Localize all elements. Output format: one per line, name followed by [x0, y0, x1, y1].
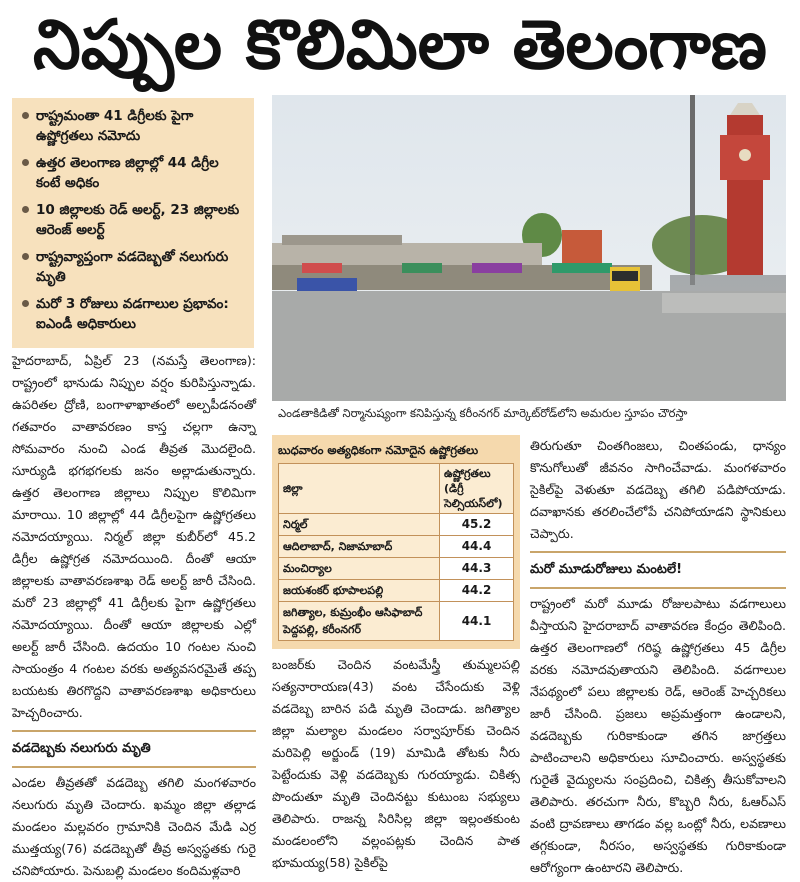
table-title: బుధవారం అత్యధికంగా నమోదైన ఉష్ణోగ్రతలు [278, 443, 479, 457]
highlights-list [20, 106, 246, 334]
article-paragraph: ఎండల తీవ్రతతో వడదెబ్బ తగిలి మంగళవారం నలుగురు మృతి చెందారు. ఖమ్మం జిల్లా తల్లాడ మండలం మల్లవరం గ్రామానికి చెందిన మేడి ఎర్ర ముత్తయ్య(76) వడదెబ్బతో తీవ్ర అస్వస్థతకు గురై చనిపోయారు. పెనుబల్లి మండలం కందిమళ్లవారి [12, 775, 256, 878]
temperature-table-box [272, 435, 520, 649]
district-cell: మంచిర్యాల [279, 558, 440, 580]
article-column-1 [12, 350, 256, 882]
table-row [279, 580, 514, 602]
news-photo [272, 95, 786, 401]
photo-caption: ఎండతాకిడితో నిర్మానుష్యంగా కనిపిస్తున్న కరీంనగర్ మార్కెట్‌రోడ్‌లోని అమరుల స్తూపం చౌరస్తా [272, 401, 786, 425]
section-divider [530, 551, 786, 553]
highlight-item: ఉత్తర తెలంగాణ జిల్లాల్లో 44 డిగ్రీల కంటే అధికం [20, 153, 246, 193]
highlight-item: మరో 3 రోజులు వడగాలుల ప్రభావం: ఐఎండీ అధికారులు [20, 294, 246, 334]
section-divider [12, 730, 256, 732]
highlight-item: రాష్ట్రమంతా 41 డిగ్రీలకు పైగా ఉష్ణోగ్రతలు నమోదు [20, 106, 246, 146]
highlight-item: రాష్ట్రవ్యాప్తంగా వడదెబ్బతో నలుగురు మృతి [20, 247, 246, 287]
temperature-table [278, 463, 514, 641]
subheading: మరో మూడురోజులు మంటలే! [530, 562, 683, 577]
table-row [279, 514, 514, 536]
article-column-2 [272, 654, 520, 874]
district-cell: జగిత్యాల, కుమ్రంభీం ఆసిఫాబాద్ పెద్దపల్లి, కరీంనగర్ [279, 602, 440, 641]
table-row [279, 536, 514, 558]
district-cell: ఆదిలాబాద్, నిజామాబాద్ [279, 536, 440, 558]
district-cell: నిర్మల్ [279, 514, 440, 536]
table-header-row [279, 464, 514, 514]
table-row [279, 602, 514, 641]
temperature-cell: 44.3 [440, 558, 514, 580]
article-paragraph: రాష్ట్రంలో మరో మూడు రోజులపాటు వడగాలులు వీస్తాయని హైదరాబాద్ వాతావరణ కేంద్రం తెలిపింది. ఉత్తర తెలంగాణలో గరిష్ఠ ఉష్ణోగ్రతలు 45 డిగ్రీల వరకు నమోదవుతాయని తెలిపింది. వడగాలుల నేపథ్యంలో పలు జిల్లాలకు రెడ్, ఆరెంజ్ హెచ్చరికలు జారీ చేసింది. ప్రజలు అప్రమత్తంగా ఉండాలని, వడదెబ్బకు గురికాకుండా తగిన జాగ్రత్తలు పాటించాలని అధికారులు సూచించారు. అస్వస్థతకు గురైతే వైద్యులను సంప్రదించి, చికిత్స తీసుకోవాలని తెలిపారు. తరచుగా నీరు, కొబ్బరి నీరు, ఓఆర్‌ఎస్ వంటి ద్రావణాలు తాగడం వల్ల ఒంట్లో నీరు, లవణాలు తగ్గకుండా, నీరసం, అస్వస్థతకు గురికాకుండా ఆరోగ్యంగా ఉంటారని తెలిపారు. [530, 596, 786, 875]
article-paragraph: తిరుగుతూ చింతగింజలు, చింతపండు, ధాన్యం కొనుగోలుతో జీవనం సాగించేవాడు. మంగళవారం సైకిల్‌పై వెళుతూ వడదెబ్బ తగిలి పడిపోయాడు. దవాఖానకు తరలించేలోపే చనిపోయాడని స్థానికులు చెప్పారు. [530, 438, 786, 541]
temperature-cell: 45.2 [440, 514, 514, 536]
temperature-cell: 44.2 [440, 580, 514, 602]
article-column-3 [530, 435, 786, 879]
highlights-box [12, 98, 254, 348]
column-header-temperature: ఉష్ణోగ్రతలు (డిగ్రీ సెల్సియస్‌లో) [440, 464, 514, 514]
subheading: వడదెబ్బకు నలుగురు మృతి [12, 741, 151, 756]
section-divider [530, 587, 786, 589]
market-road-photo [272, 95, 786, 401]
article-paragraph: హైదరాబాద్, ఏప్రిల్ 23 (నమస్తే తెలంగాణ): రాష్ట్రంలో భానుడు నిప్పుల వర్షం కురిపిస్తున్నాడు. ఉపరితల ద్రోణి, బంగాళాఖాతంలో అల్పపీడనంతో గతవారం వాతావరణం కాస్త చల్లగా ఉన్నా సోమవారం నుంచి ఎండ తీవ్రత మొదలైంది. సూర్యుడి భగభగలకు జనం అల్లాడుతున్నారు. ఉత్తర తెలంగాణ జిల్లాలు నిప్పుల కొలిమిగా మారాయి. 10 జిల్లాల్లో 44 డిగ్రీలపైగా ఉష్ణోగ్రతలు నమోదయ్యాయి. నిర్మల్ జిల్లా కుబీర్‌లో 45.2 డిగ్రీల ఉష్ణోగ్రత నమోదయింది. దీంతో ఆయా జిల్లాలకు వాతావరణశాఖ రెడ్ అలర్ట్ జారీ చేసింది. మరో 23 జిల్లాల్లో 41 డిగ్రీలకు పైగా ఉష్ణోగ్రతలు నమోదయ్యాయి. దీంతో ఆయా జిల్లాలకు ఎల్లో అలర్ట్ జారీ చేసింది. ఉదయం 10 గంటల నుంచి సాయంత్రం 4 గంటల వరకు అత్యవసరమైతే తప్ప బయటకు తిరగొద్దని వాతావరణశాఖ అధికారులు హెచ్చరించారు. [12, 353, 256, 720]
headline: నిప్పుల కొలిమిలా తెలంగాణ [33, 6, 767, 85]
section-divider [12, 766, 256, 768]
column-header-district: జిల్లా [279, 464, 440, 514]
table-row [279, 558, 514, 580]
highlight-item: 10 జిల్లాలకు రెడ్ అలర్ట్, 23 జిల్లాలకు ఆరెంజ్ అలర్ట్ [20, 200, 246, 240]
article-paragraph: బంజర్‌కు చెందిన వంటమేస్త్రీ తుమ్మలపల్లి సత్యనారాయణ(43) వంట చేసేందుకు వెళ్లి వడదెబ్బ బారిన పడి మృతి చెందాడు. జగిత్యాల జిల్లా మల్యాల మండలం సర్వాపూర్‌కు చెందిన మరిపెల్లి అర్జుండ్ (19) మామిడి తోటకు నీరు పెట్టేందుకు వెళ్లి వడదెబ్బకు గురయ్యాడు. చికిత్స పొందుతూ మృతి చెందినట్టు కుటుంబ సభ్యులు తెలిపారు. రాజన్న సిరిసిల్ల జిల్లా ఇల్లంతకుంట మండలంలోని వల్లంపట్లకు చెందిన పాత భూమయ్య(58) సైకిల్‌పై [272, 657, 520, 870]
temperature-cell: 44.1 [440, 602, 514, 641]
temperature-cell: 44.4 [440, 536, 514, 558]
district-cell: జయశంకర్ భూపాలపల్లి [279, 580, 440, 602]
